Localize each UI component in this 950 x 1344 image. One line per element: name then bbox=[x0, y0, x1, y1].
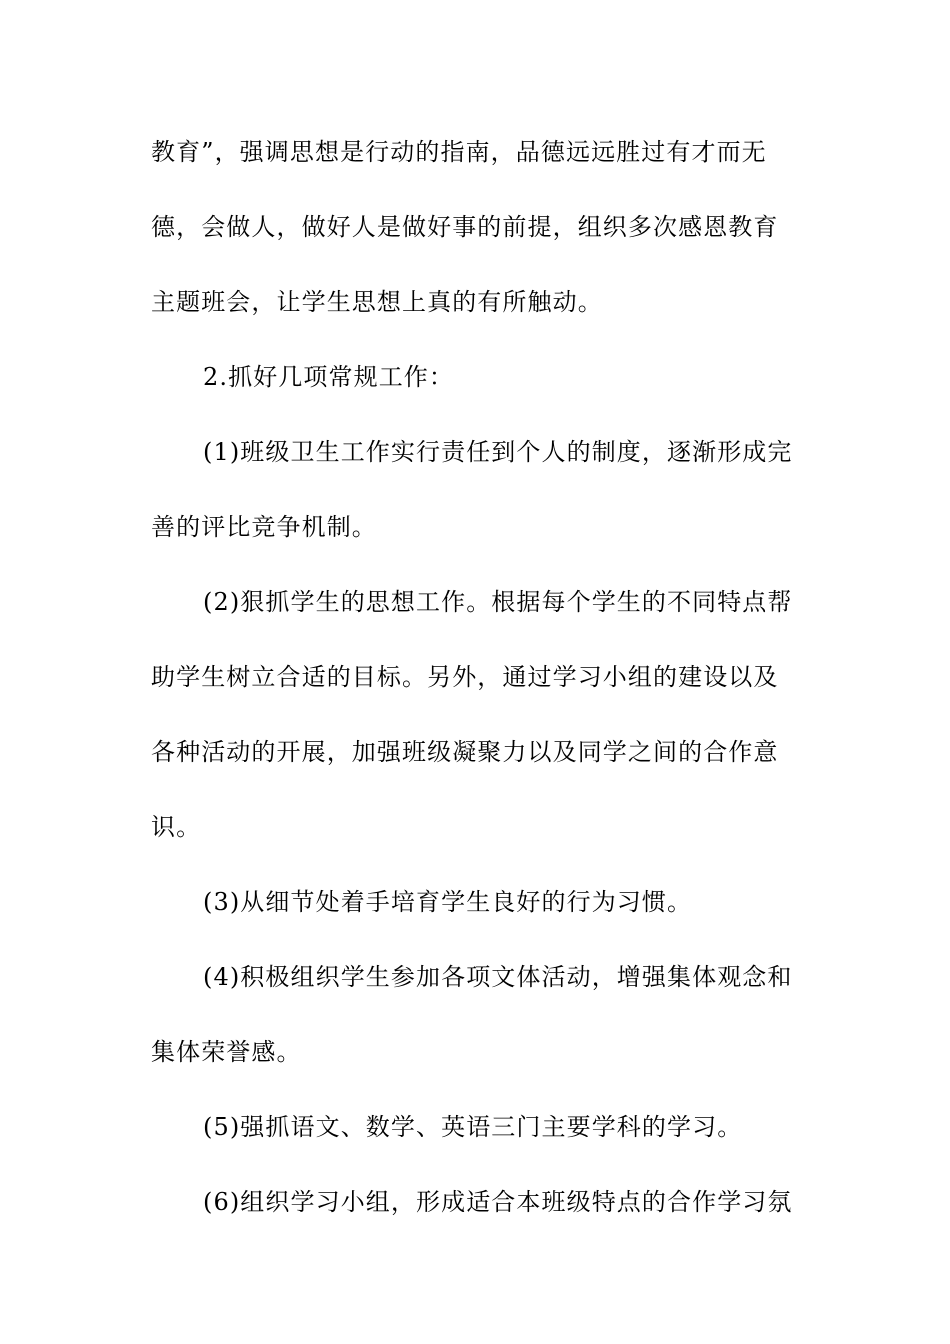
text-line-11: (3)从细节处着手培育学生良好的行为习惯。 bbox=[203, 888, 693, 916]
text-line-15: (6)组织学习小组，形成适合本班级特点的合作学习氛 bbox=[203, 1188, 793, 1216]
text-line-4-heading: 2.抓好几项常规工作： bbox=[203, 363, 454, 391]
text-line-3: 主题班会，让学生思想上真的有所触动。 bbox=[151, 288, 603, 316]
text-line-6: 善的评比竞争机制。 bbox=[151, 513, 377, 541]
text-line-14: (5)强抓语文、数学、英语三门主要学科的学习。 bbox=[203, 1113, 743, 1141]
text-line-1: 教育”，强调思想是行动的指南，品德远远胜过有才而无 bbox=[151, 138, 767, 166]
text-line-2: 德，会做人，做好人是做好事的前提，组织多次感恩教育 bbox=[151, 213, 779, 241]
text-line-10: 识。 bbox=[151, 813, 202, 841]
text-line-8: 助学生树立合适的目标。另外，通过学习小组的建设以及 bbox=[151, 663, 779, 691]
text-line-7: (2)狠抓学生的思想工作。根据每个学生的不同特点帮 bbox=[203, 588, 793, 616]
text-line-12: (4)积极组织学生参加各项文体活动，增强集体观念和 bbox=[203, 963, 793, 991]
text-line-9: 各种活动的开展，加强班级凝聚力以及同学之间的合作意 bbox=[151, 738, 779, 766]
text-line-13: 集体荣誉感。 bbox=[151, 1038, 302, 1066]
text-line-5: (1)班级卫生工作实行责任到个人的制度，逐渐形成完 bbox=[203, 438, 793, 466]
